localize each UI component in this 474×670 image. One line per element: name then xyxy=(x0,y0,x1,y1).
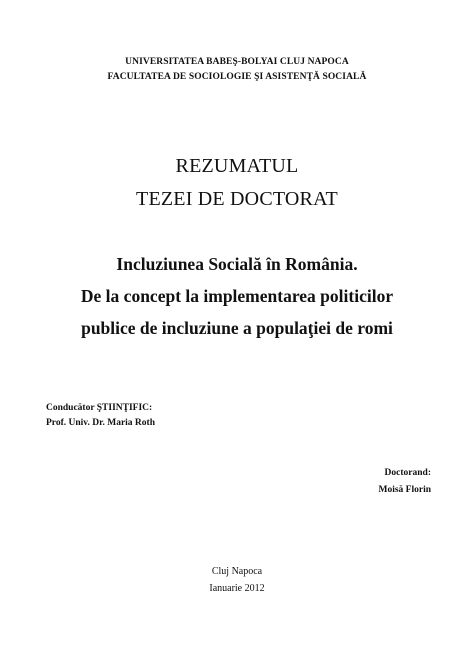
supervisor-name: Prof. Univ. Dr. Maria Roth xyxy=(46,418,155,428)
thesis-title-line-3: publice de incluziune a populaţiei de romi xyxy=(81,318,393,338)
candidate-name: Moisă Florin xyxy=(378,485,431,495)
title-line-2: TEZEI DE DOCTORAT xyxy=(136,188,338,210)
faculty-name: FACULTATEA DE SOCIOLOGIE ŞI ASISTENŢĂ SOCIALĂ xyxy=(107,72,367,82)
candidate-label: Doctorand: xyxy=(384,468,431,478)
footer-city: Cluj Napoca xyxy=(211,566,263,577)
thesis-title-line-1: Incluziunea Socială în România. xyxy=(116,254,358,274)
university-name: UNIVERSITATEA BABEŞ-BOLYAI CLUJ NAPOCA xyxy=(125,57,349,67)
thesis-title-line-2: De la concept la implementarea politicilor xyxy=(80,286,394,306)
supervisor-label: Conducător ŞTIINŢIFIC: xyxy=(46,403,153,413)
title-line-1: REZUMATUL xyxy=(175,155,299,177)
footer-date: Ianuarie 2012 xyxy=(209,583,265,594)
